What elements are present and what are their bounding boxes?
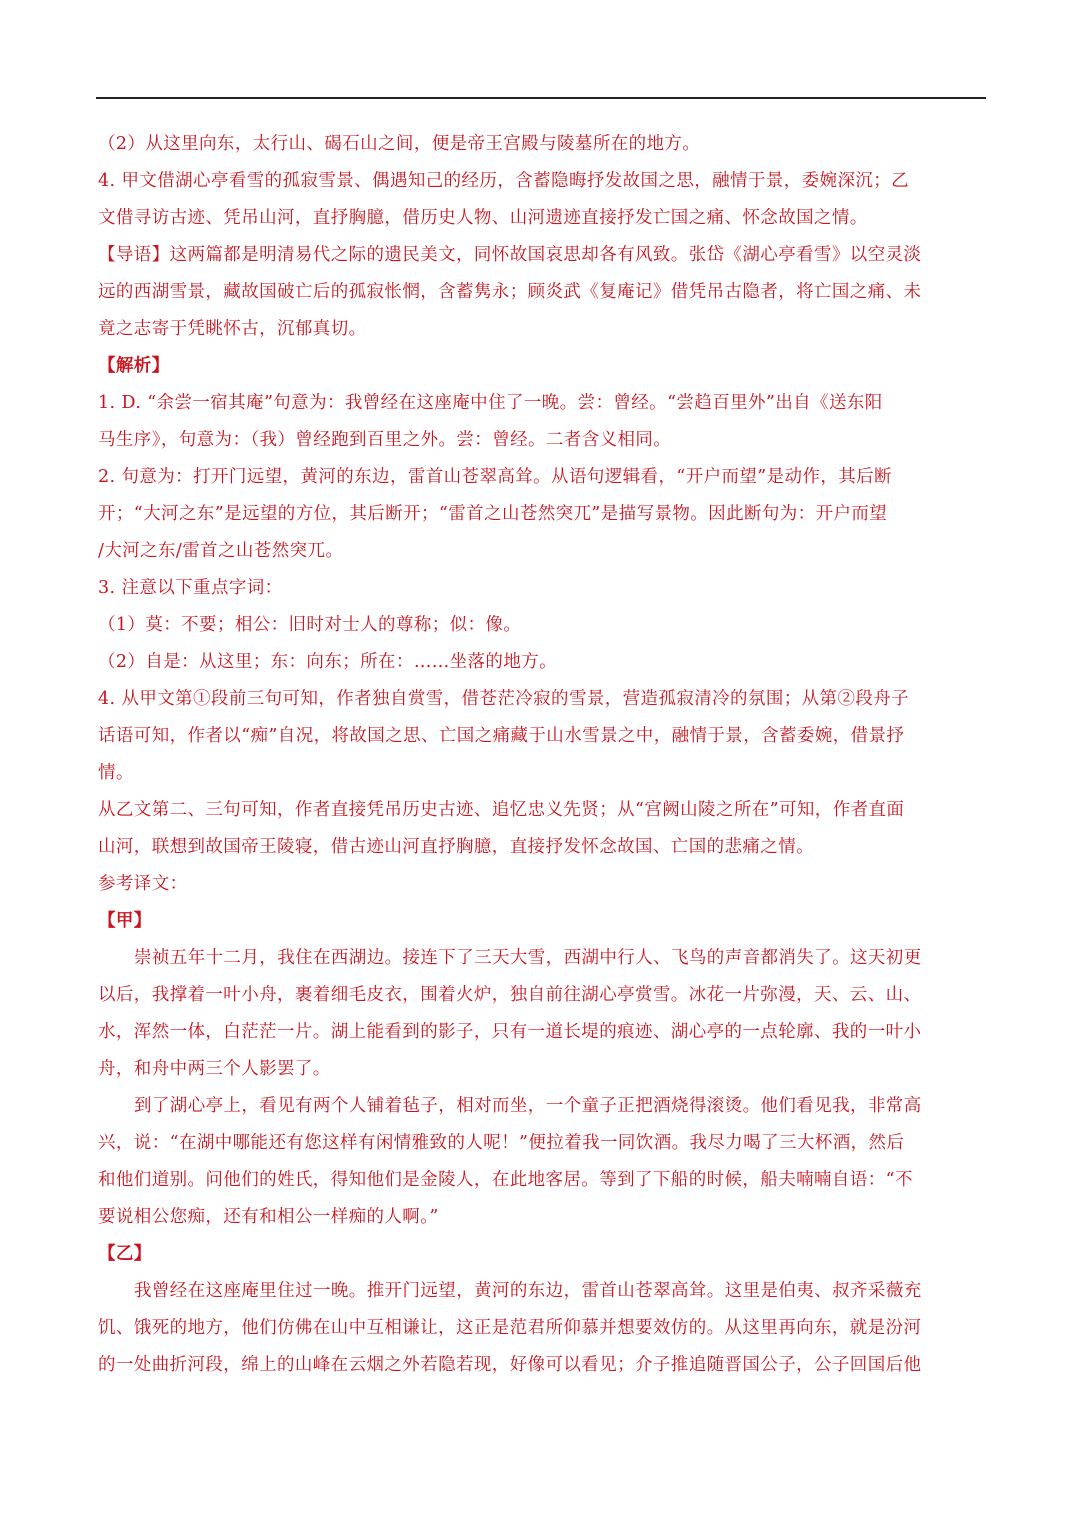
analysis-4-line-5: 山河，联想到故国帝王陵寝，借古迹山河直抒胸臆，直接抒发怀念故国、亡国的悲痛之情。 [98,837,814,857]
header-rule [96,97,986,99]
yi-p1-line-3: 的一处曲折河段，绵上的山峰在云烟之外若隐若现，好像可以看见；介子推追随晋国公子，公子回国后他 [98,1355,922,1375]
analysis-2-line-2: 开；“大河之东”是远望的方位，其后断开；“雷首之山苍然突兀”是描写景物。因此断句为：开户而望 [98,504,888,524]
document-body [98,126,978,1384]
analysis-3-line-3: （2）自是：从这里；东：向东；所在：……坐落的地方。 [98,652,558,672]
analysis-2-line-3: /大河之东/雷首之山苍然突兀。 [98,541,344,561]
jia-p1-line-1: 崇祯五年十二月，我住在西湖边。接连下了三天大雪，西湖中行人、飞鸟的声音都消失了。这天初更 [134,948,922,968]
analysis-1-line-1: 1. D. “余尝一宿其庵”句意为：我曾经在这座庵中住了一晚。尝：曾经。“尝趋百里外”出自《送东阳 [98,393,883,413]
analysis-4-line-1: 4. 从甲文第①段前三句可知，作者独自赏雪，借苍茫冷寂的雪景，营造孤寂清冷的氛围；从第②段舟子 [98,689,910,709]
jia-p2-line-2: 兴，说：“在湖中哪能还有您这样有闲情雅致的人呢！”便拉着我一同饮酒。我尽力喝了三大杯酒，然后 [98,1133,905,1153]
answer-item-4-line-2: 文借寻访古迹、凭吊山河，直抒胸臆，借历史人物、山河遗迹直接抒发亡国之痛、怀念故国之情。 [98,208,868,228]
yi-heading: 【乙】 [98,1244,152,1264]
yi-p1-line-1: 我曾经在这座庵里住过一晚。推开门远望，黄河的东边，雷首山苍翠高耸。这里是伯夷、叔齐采薇充 [134,1281,922,1301]
intro-line-1: 【导语】这两篇都是明清易代之际的遗民美文，同怀故国哀思却各有风致。张岱《湖心亭看雪》以空灵淡 [98,245,922,265]
yi-p1-line-2: 饥、饿死的地方，他们仿佛在山中互相谦让，这正是范君所仰慕并想要效仿的。从这里再向东，就是汾河 [98,1318,922,1338]
jia-p1-line-2: 以后，我撑着一叶小舟，裹着细毛皮衣，围着火炉，独自前往湖心亭赏雪。冰花一片弥漫，天、云、山、 [98,985,922,1005]
analysis-3-line-1: 3. 注意以下重点字词： [98,578,283,598]
jia-heading: 【甲】 [98,911,152,931]
analysis-3-line-2: （1）莫：不要；相公：旧时对士人的尊称；似：像。 [98,615,522,635]
translation-label: 参考译文： [98,874,188,894]
answer-item-4-line-1: 4. 甲文借湖心亭看雪的孤寂雪景、偶遇知己的经历，含蓄隐晦抒发故国之思，融情于景，委婉深沉；乙 [98,171,910,191]
intro-line-3: 竟之志寄于凭眺怀古，沉郁真切。 [98,319,367,339]
jia-p1-line-4: 舟，和舟中两三个人影罢了。 [98,1059,331,1079]
jia-p1-line-3: 水，浑然一体，白茫茫一片。湖上能看到的影子，只有一道长堤的痕迹、湖心亭的一点轮廓、我的一叶小 [98,1022,922,1042]
analysis-4-line-2: 话语可知，作者以“痴”自况，将故国之思、亡国之痛藏于山水雪景之中，融情于景，含蓄委婉，借景抒 [98,726,905,746]
intro-line-2: 远的西湖雪景，藏故国破亡后的孤寂怅惘，含蓄隽永；顾炎武《复庵记》借凭吊古隐者，将亡国之痛、未 [98,282,922,302]
analysis-2-line-1: 2. 句意为：打开门远望，黄河的东边，雷首山苍翠高耸。从语句逻辑看，“开户而望”是动作，其后断 [98,467,892,487]
analysis-4-line-3: 情。 [98,763,134,783]
jia-p2-line-3: 和他们道别。问他们的姓氏，得知他们是金陵人，在此地客居。等到了下船的时候，船夫喃喃自语：“不 [98,1170,913,1190]
answer-item-3-2: （2）从这里向东，太行山、碣石山之间，便是帝王宫殿与陵墓所在的地方。 [98,134,701,154]
analysis-4-line-4: 从乙文第二、三句可知，作者直接凭吊历史古迹、追忆忠义先贤；从“宫阙山陵之所在”可知，作者直面 [98,800,905,820]
jia-p2-line-4: 要说相公您痴，还有和相公一样痴的人啊。” [98,1207,439,1227]
jia-p2-line-1: 到了湖心亭上，看见有两个人铺着毡子，相对而坐，一个童子正把酒烧得滚烫。他们看见我，非常高 [134,1096,922,1116]
analysis-1-line-2: 马生序》，句意为：（我）曾经跑到百里之外。尝：曾经。二者含义相同。 [98,430,672,450]
analysis-heading: 【解析】 [98,356,170,376]
